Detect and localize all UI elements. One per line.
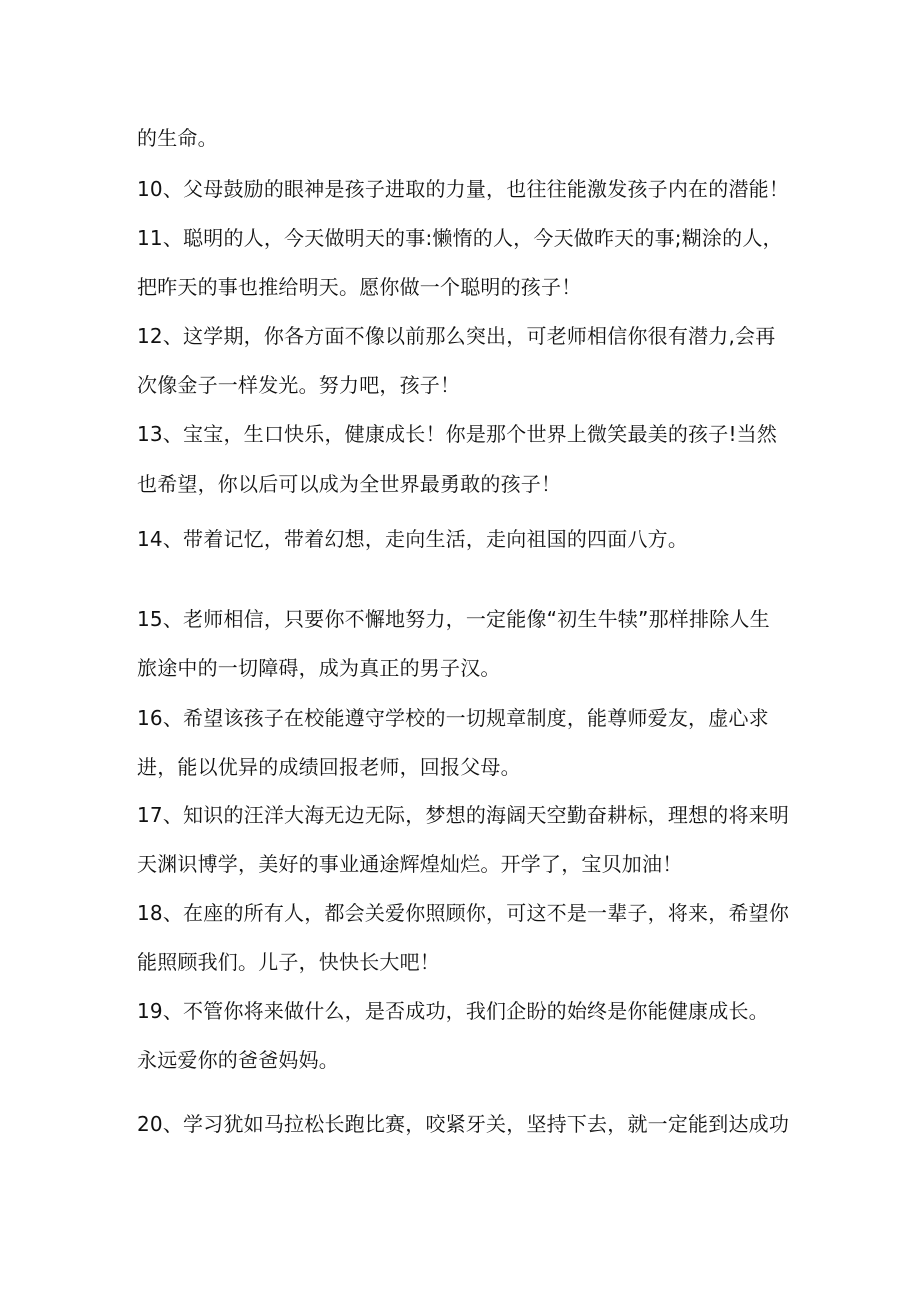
text-line-8: 也希望，你以后可以成为全世界最勇敢的孩子！ <box>137 472 562 496</box>
text-line-14: 17、知识的汪洋大海无边无际，梦想的海阔天空勤奋耕标，理想的将来明 <box>137 803 790 827</box>
text-line-9: 14、带着记忆，带着幻想，走向生活，走向祖国的四面八方。 <box>137 527 689 551</box>
text-line-16: 18、在座的所有人，都会关爱你照顾你，可这不是一辈子，将来，希望你 <box>137 901 790 925</box>
text-line-2: 10、父母鼓励的眼神是孩子进取的力量，也往往能激发孩子内在的潜能！ <box>137 177 790 201</box>
text-line-11: 旅途中的一切障碍，成为真正的男子汉。 <box>137 656 501 680</box>
text-line-6: 次像金子一样发光。努力吧，孩子！ <box>137 373 461 397</box>
text-line-7: 13、宝宝，生口快乐，健康成长！你是那个世界上微笑最美的孩子!当然 <box>137 422 778 446</box>
text-line-1: 的生命。 <box>137 126 218 150</box>
text-line-20: 20、学习犹如马拉松长跑比赛，咬紧牙关，坚持下去，就一定能到达成功 <box>137 1112 790 1136</box>
text-line-10: 15、老师相信，只要你不懈地努力，一定能像“初生牛犊”那样排除人生 <box>137 607 770 631</box>
text-line-5: 12、这学期，你各方面不像以前那么突出，可老师相信你很有潜力,会再 <box>137 324 776 348</box>
text-line-4: 把昨天的事也推给明天。愿你做一个聪明的孩子！ <box>137 275 582 299</box>
text-line-18: 19、不管你将来做什么，是否成功，我们企盼的始终是你能健康成长。 <box>137 999 769 1023</box>
text-line-12: 16、希望该孩子在校能遵守学校的一切规章制度，能尊师爱友，虚心求 <box>137 706 769 730</box>
text-line-15: 天渊识博学，美好的事业通途辉煌灿烂。开学了，宝贝加油！ <box>137 852 683 876</box>
text-line-3: 11、聪明的人，今天做明天的事:懒惰的人，今天做昨天的事;糊涂的人， <box>137 226 783 250</box>
text-line-13: 进，能以优异的成绩回报老师，回报父母。 <box>137 755 521 779</box>
text-line-19: 永远爱你的爸爸妈妈。 <box>137 1048 339 1072</box>
text-line-17: 能照顾我们。儿子，快快长大吧！ <box>137 950 440 974</box>
